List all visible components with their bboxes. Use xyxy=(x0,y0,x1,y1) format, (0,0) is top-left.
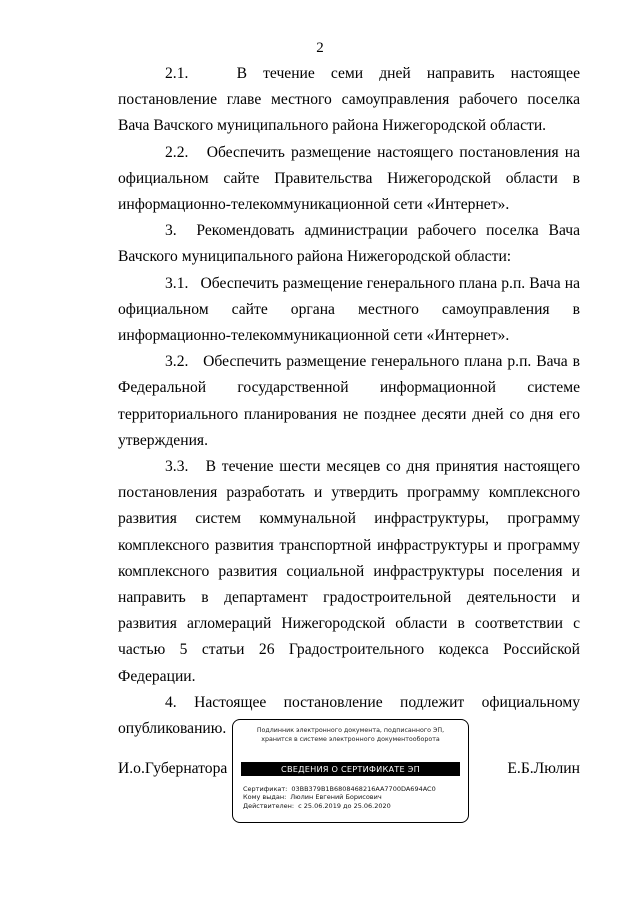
page-number: 2 xyxy=(316,40,324,56)
paragraph-3-3 xyxy=(118,454,580,690)
paragraph-3 xyxy=(118,218,580,270)
electronic-signature-stamp xyxy=(232,719,469,823)
issued-to-value: Люлин Евгений Борисович xyxy=(290,793,382,802)
validity-value: с 25.06.2019 до 25.06.2020 xyxy=(298,801,391,810)
paragraph-text: В течение шести месяцев со дня принятия настоящего постановления разработать и утвердить программу комплексного развития систем коммунальной инфраструктуры, программу комплексного развития транспортной инфраструктуры и программу комплексного развития социальной инфраструктуры поселения и направить в департамент градостроительной деятельности и развития агломераций Нижегородской области в соответствии с частью 5 статьи 26 Градостроительного кодекса Российской Федерации. xyxy=(118,458,580,685)
paragraph-text: Обеспечить размещение генерального плана р.п. Вача в Федеральной государственной информационной системе территориального планирования не позднее десяти дней со дня его утверждения. xyxy=(118,353,580,449)
paragraph-2-2 xyxy=(118,140,580,219)
certificate-row xyxy=(243,785,436,793)
issued-to-label: Кому выдан: xyxy=(243,793,287,802)
paragraph-text: Обеспечить размещение генерального плана р.п. Вача на официальном сайте органа местного самоуправления в информационно-телекоммуникационной сети «Интернет». xyxy=(118,274,580,345)
signer-name: Е.Б.Люлин xyxy=(507,760,580,777)
paragraph-text: Обеспечить размещение настоящего постановления на официальном сайте Правительства Нижегородской области в информационно-телекоммуникационной сети «Интернет». xyxy=(118,143,580,214)
paragraph-number: 3. xyxy=(165,222,177,240)
paragraph-number: 2.1. xyxy=(165,65,189,82)
paragraph-text: Настоящее постановление подлежит официальному опубликованию. xyxy=(118,693,580,738)
validity-row xyxy=(243,802,436,810)
paragraph-number: 3.3. xyxy=(165,458,189,476)
document-body xyxy=(118,61,580,742)
paragraph-3-1 xyxy=(118,271,580,350)
certificate-value: 03BB379B1B6808468216AA7700DA694AC0 xyxy=(291,785,436,793)
paragraph-3-2 xyxy=(118,349,580,454)
stamp-note-line: хранится в системе электронного документооборота xyxy=(261,735,440,743)
paragraph-number: 4. xyxy=(165,693,177,711)
stamp-note-line: Подлинник электронного документа, подписанного ЭП, xyxy=(256,727,445,734)
paragraph-number: 3.1. xyxy=(165,274,189,292)
certificate-details xyxy=(243,785,436,810)
certificate-label: Сертификат: xyxy=(243,785,288,793)
signer-position: И.о.Губернатора xyxy=(118,760,228,777)
stamp-header: СВЕДЕНИЯ О СЕРТИФИКАТЕ ЭП xyxy=(241,762,460,776)
stamp-note xyxy=(233,727,468,744)
issued-to-row xyxy=(243,793,436,801)
paragraph-2-1 xyxy=(118,61,580,140)
paragraph-text: Рекомендовать администрации рабочего поселка Вача Вачского муниципального района Нижегородской области: xyxy=(118,222,581,266)
paragraph-number: 2.2. xyxy=(165,143,189,161)
paragraph-number: 3.2. xyxy=(165,353,189,371)
paragraph-text: В течение семи дней направить настоящее постановление главе местного самоуправления рабочего поселка Вача Вачского муниципального района Нижегородской области. xyxy=(118,65,580,135)
validity-label: Действителен: xyxy=(243,801,295,810)
